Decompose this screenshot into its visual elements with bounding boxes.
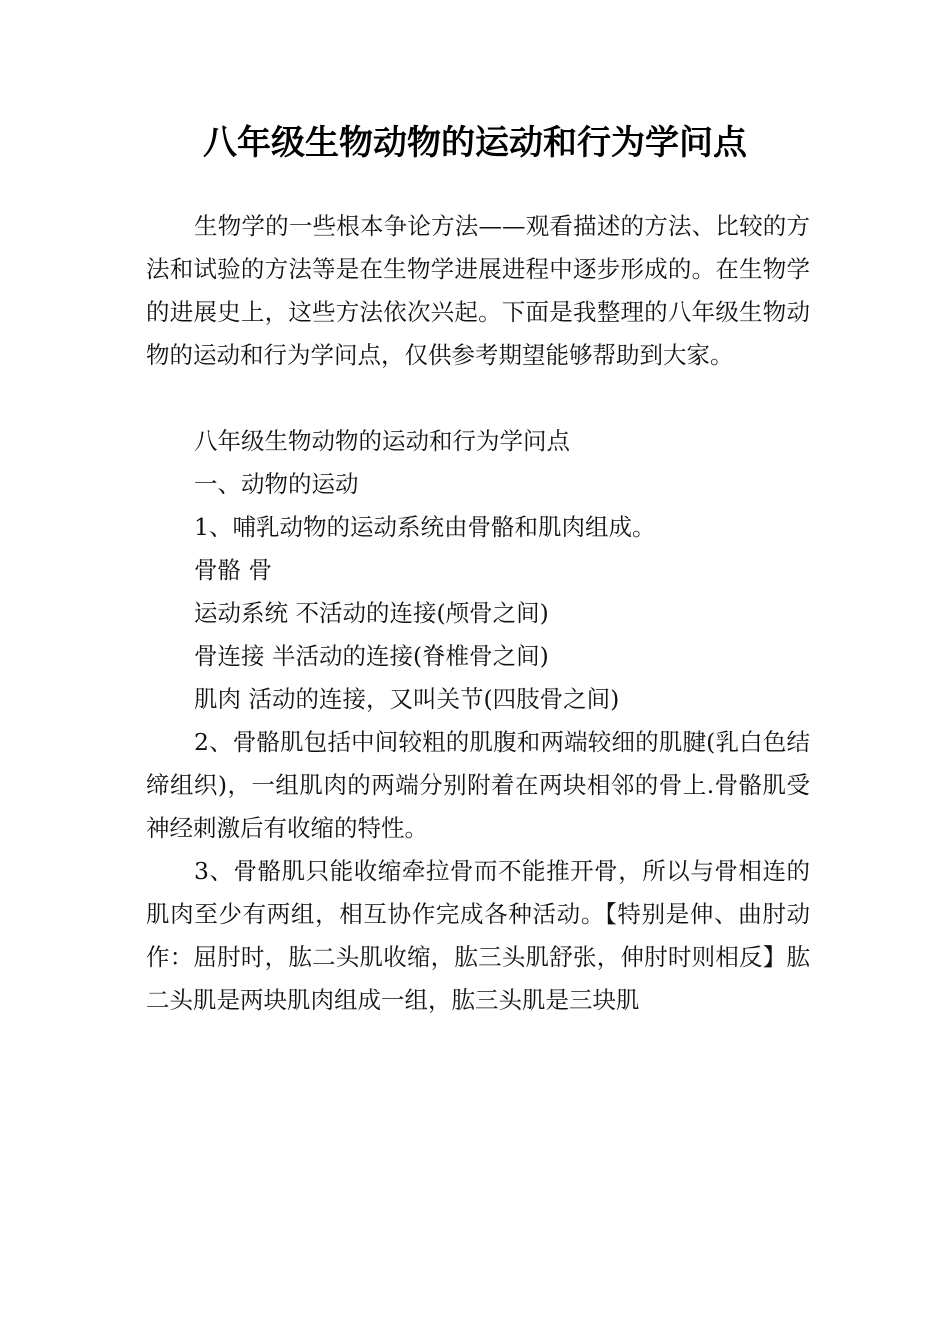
- muscle-line: 肌肉 活动的连接，又叫关节(四肢骨之间): [194, 685, 620, 713]
- item-3-start-text: 3、骨骼肌只能收缩牵拉骨而不能推开骨，所以与骨相连的肌肉至少有两组，相互协作完成各种活动。: [146, 857, 810, 928]
- item-3-end-text: 肱二头肌是两块肌肉组成一组，肱三头肌是三块肌: [146, 943, 810, 1014]
- section-heading: 一、动物的运动: [194, 470, 359, 498]
- joint-line: 骨连接 半活动的连接(脊椎骨之间): [194, 642, 549, 670]
- item-2-paragraph: 2、骨骼肌包括中间较粗的肌腹和两端较细的肌腱(乳白色结缔组织)，一组肌肉的两端分别附着在两块相邻的骨上.骨骼肌受神经刺激后有收缩的特性。: [146, 728, 810, 842]
- document-title: 八年级生物动物的运动和行为学问点: [203, 123, 747, 163]
- item-3-emphasis-text: 【特别是伸、曲肘动作：屈肘时，肱二头肌收缩，肱三头肌舒张，伸肘时则相反】: [146, 900, 811, 971]
- item-1-paragraph: 1、哺乳动物的运动系统由骨骼和肌肉组成。: [194, 513, 656, 541]
- document-body: [146, 205, 810, 1022]
- item-3-paragraph: [146, 850, 810, 1022]
- intro-paragraph: 生物学的一些根本争论方法——观看描述的方法、比较的方法和试验的方法等是在生物学进展进程中逐步形成的。在生物学的进展史上，这些方法依次兴起。下面是我整理的八年级生物动物的运动和行为学问点，仅供参考期望能够帮助到大家。: [146, 212, 810, 369]
- bone-line: 骨骼 骨: [194, 556, 272, 584]
- motion-system-line: 运动系统 不活动的连接(颅骨之间): [194, 599, 549, 627]
- subtitle-line: 八年级生物动物的运动和行为学问点: [194, 427, 570, 455]
